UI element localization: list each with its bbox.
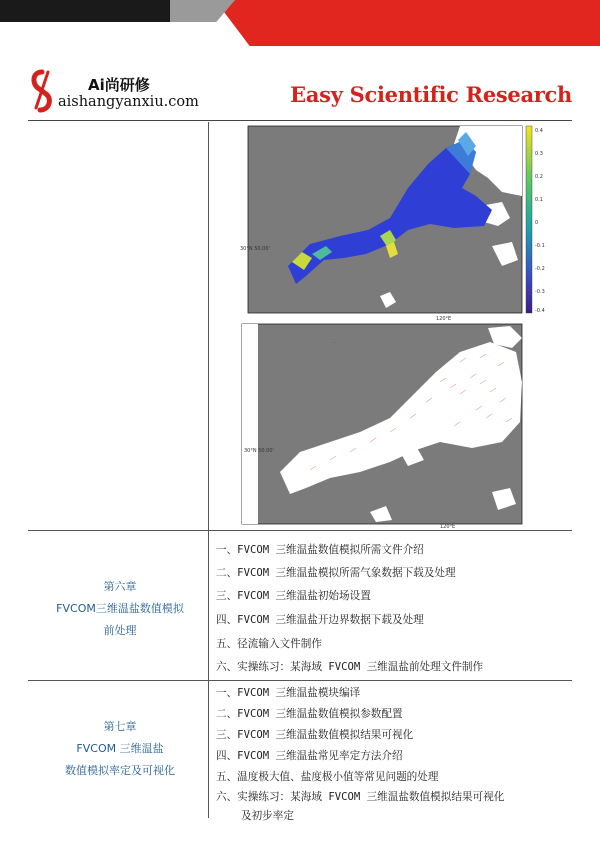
header-rule: [28, 120, 572, 121]
list-item: 三、FVCOM 三维温盐数值模拟结果可视化: [216, 729, 414, 741]
x-axis-label: 120°E: [440, 524, 456, 530]
colorbar-tick: 0.2: [535, 174, 543, 180]
chapter-title-line: 第六章: [103, 580, 137, 593]
list-item: 二、FVCOM 三维温盐数值模拟参数配置: [216, 708, 403, 720]
colorbar-tick: 0.3: [535, 151, 543, 157]
tagline: Easy Scientific Research: [290, 82, 572, 107]
chapter-title-line: FVCOM 三维温盐: [76, 742, 164, 755]
colorbar-tick: -0.4: [535, 308, 545, 314]
list-item: 一、FVCOM 三维温盐数值模拟所需文件介绍: [216, 544, 424, 556]
table-column-divider: [208, 122, 209, 818]
scale-arrow-label: —: [332, 340, 336, 345]
header-red-band: [215, 0, 600, 46]
brand-url: aishangyanxiu.com: [58, 94, 199, 110]
brand-name: Ai尚研修: [88, 76, 150, 94]
y-axis-label: 30°N 50.00': [244, 448, 274, 454]
header-black-band: [0, 0, 170, 22]
colorbar-tick: -0.3: [535, 289, 545, 295]
chapter-title-line: 前处理: [103, 624, 137, 637]
x-axis-label: 120°E: [436, 316, 452, 322]
colorbar-tick: 0: [535, 220, 539, 226]
list-item: 五、径流输入文件制作: [216, 638, 322, 650]
chapter-7-title: [40, 718, 200, 784]
table-row-divider: [28, 530, 572, 531]
list-item: 三、FVCOM 三维温盐初始场设置: [216, 590, 371, 602]
list-item: 及初步率定: [241, 810, 294, 822]
list-item: 四、FVCOM 三维温盐常见率定方法介绍: [216, 750, 403, 762]
chapter-6-title: [40, 578, 200, 644]
colorbar-tick: 0.1: [535, 197, 543, 203]
chapter-title-line: FVCOM三维温盐数值模拟: [56, 602, 184, 615]
list-item: 六、实操练习：某海域 FVCOM 三维温盐数值模拟结果可视化: [216, 791, 505, 803]
colorbar-tick: -0.2: [535, 266, 545, 272]
colorbar-tick: 0.4: [535, 128, 543, 134]
current-vector-map-figure: [240, 322, 530, 530]
list-item: 一、FVCOM 三维温盐模块编译: [216, 687, 361, 699]
list-item: 五、温度极大值、盐度极小值等常见问题的处理: [216, 771, 439, 783]
chapter-title-line: 第七章: [103, 720, 137, 733]
temperature-map-figure: [240, 126, 550, 322]
chapter-title-line: 数值模拟率定及可视化: [65, 764, 175, 777]
list-item: 四、FVCOM 三维温盐开边界数据下载及处理: [216, 614, 424, 626]
table-row-divider: [28, 680, 572, 681]
colorbar-tick: -0.1: [535, 243, 545, 249]
y-axis-label: 30°N 50.00': [240, 246, 270, 252]
list-item: 二、FVCOM 三维温盐模拟所需气象数据下载及处理: [216, 567, 456, 579]
brand-logo-icon: [28, 68, 56, 114]
list-item: 六、实操练习：某海域 FVCOM 三维温盐前处理文件制作: [216, 661, 484, 673]
